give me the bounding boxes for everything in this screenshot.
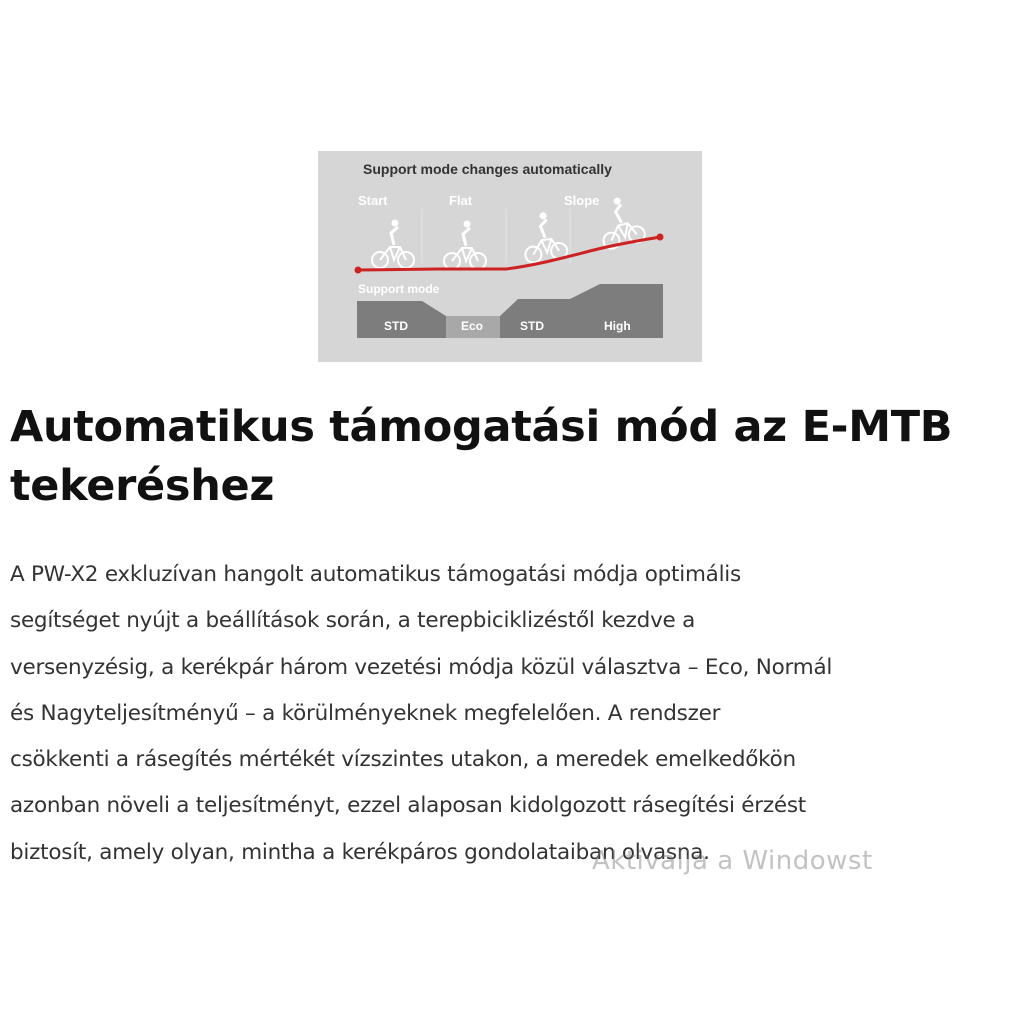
windows-activation-watermark: Aktiválja a Windowst	[592, 846, 873, 876]
terrain-label-start: Start	[358, 193, 388, 208]
paragraph-line: A PW-X2 exkluzívan hangolt automatikus támogatási módja optimális	[10, 562, 741, 587]
paragraph-line: biztosít, amely olyan, mintha a kerékpáros gondolataiban olvasna.	[10, 839, 710, 865]
terrain-label-flat: Flat	[449, 193, 473, 208]
paragraph-line: azonban növeli a teljesítményt, ezzel alaposan kidolgozott rásegítési érzést	[10, 793, 806, 819]
curve-end-dot	[657, 234, 664, 241]
support-mode-diagram	[318, 151, 702, 362]
mode-label-eco: Eco	[461, 319, 484, 333]
support-mode-illustration	[318, 151, 702, 362]
curve-start-dot	[355, 267, 362, 274]
paragraph-line: segítséget nyújt a beállítások során, a terepbiciklizéstől kezdve a	[10, 608, 696, 634]
diagram-title: Support mode changes automatically	[363, 161, 612, 177]
mode-label-high: High	[604, 319, 631, 333]
terrain-label-slope: Slope	[564, 193, 600, 208]
mode-label-std-1: STD	[384, 319, 408, 333]
article-headline: Automatikus támogatási mód az E-MTB tekeréshez	[10, 402, 953, 511]
paragraph-line: versenyzésig, a kerékpár három vezetési módja közül választva – Eco, Normál	[10, 654, 833, 680]
paragraph-line: és Nagyteljesítményű – a körülményeknek megfelelően. A rendszer	[10, 700, 721, 726]
support-mode-label: Support mode	[358, 282, 440, 296]
mode-label-std-2: STD	[520, 319, 544, 333]
article-paragraph	[10, 552, 1015, 876]
paragraph-line: csökkenti a rásegítés mértékét vízszintes utakon, a meredek emelkedőkön	[10, 747, 796, 773]
